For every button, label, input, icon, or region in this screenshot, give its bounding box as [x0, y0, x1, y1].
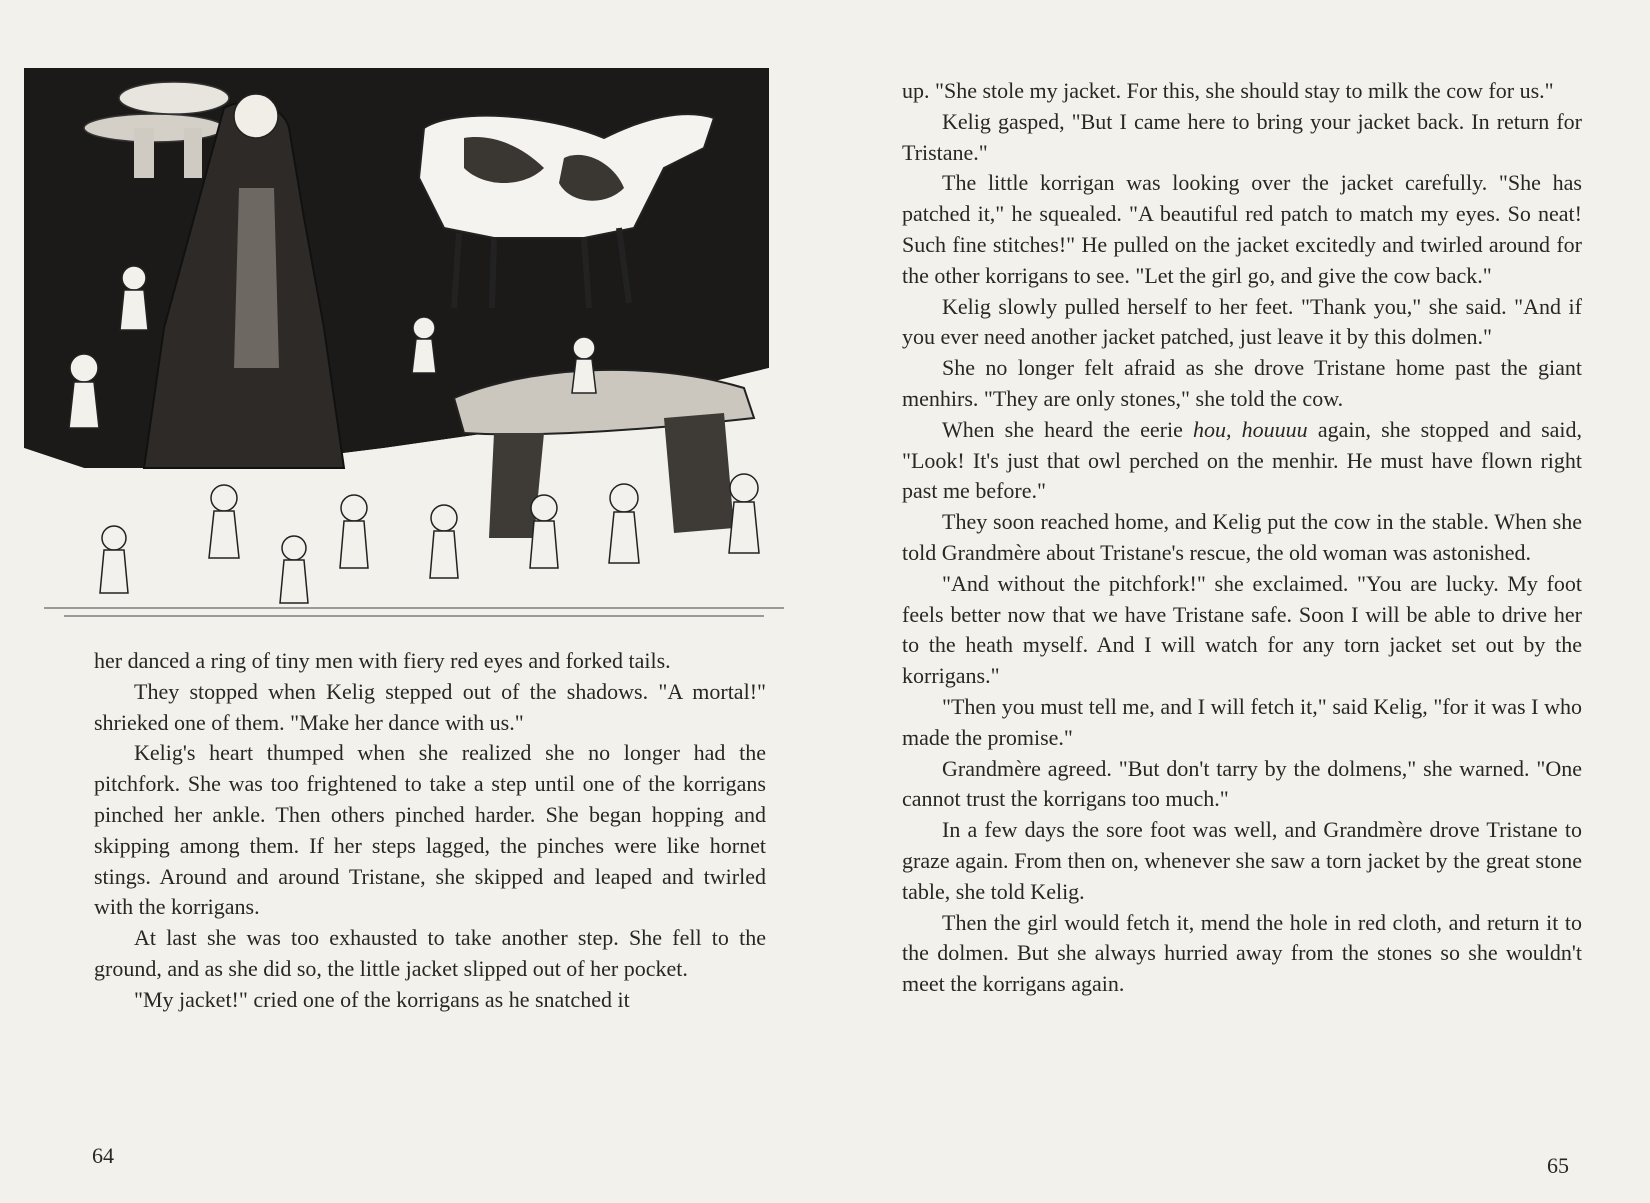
left-paragraph-2: They stopped when Kelig stepped out of the shadows. "A mortal!" shrieked one of them. "Make her dance with us." [94, 678, 766, 735]
left-paragraph-3: Kelig's heart thumped when she realized she no longer had the pitchfork. She was too frightened to take a step until one of the korrigans pinched her ankle. Then others pinched harder. She began hopping and skipping among them. If her steps lagged, the pinches were like hornet stings. Around and around Tristane, she skipped and leaped and twirled with the korrigans. [94, 740, 766, 920]
right-paragraph-3: The little korrigan was looking over the jacket carefully. "She has patched it," he squealed. "A beautiful red patch to match my eyes. So neat! Such fine stitches!" He pulled on the jacket excitedly and twirled around for the other korrigans to see. "Let the girl go, and give the cow back." [902, 170, 1582, 288]
left-paragraph-5: "My jacket!" cried one of the korrigans as he snatched it [134, 986, 630, 1012]
right-paragraph-6: When she heard the eerie hou, houuuu again, she stopped and said, "Look! It's just that owl perched on the menhir. He must have flown right past me before." [902, 416, 1583, 504]
right-paragraph-11: In a few days the sore foot was well, and Grandmère drove Tristane to graze again. From then on, whenever she saw a torn jacket by the great stone table, she told Kelig. [902, 817, 1582, 904]
korrigans-illustration [24, 68, 824, 628]
page-number-right: 65 [1547, 1153, 1569, 1178]
right-paragraph-8: "And without the pitchfork!" she exclaimed. "You are lucky. My foot feels better now that we have Tristane safe. Soon I will be able to drive her to the heath myself. And I will watch for any torn jacket set out by the korrigans." [902, 570, 1582, 689]
right-paragraph-2: Kelig gasped, "But I came here to bring your jacket back. In return for Tristane." [902, 108, 1582, 165]
right-paragraph-10: Grandmère agreed. "But don't tarry by the dolmens," she warned. "One cannot trust the korrigans too much." [902, 755, 1582, 812]
right-paragraph-12: Then the girl would fetch it, mend the hole in red cloth, and return it to the dolmen. But she always hurried away from the stones so she wouldn't meet the korrigans again. [902, 909, 1582, 997]
right-page [825, 0, 1650, 1203]
right-page-text [902, 76, 1582, 1000]
left-paragraph-1: her danced a ring of tiny men with fiery red eyes and forked tails. [94, 648, 671, 673]
left-page-text [94, 646, 766, 1016]
left-paragraph-4: At last she was too exhausted to take another step. She fell to the ground, and as she did so, the little jacket slipped out of her pocket. [94, 925, 766, 981]
right-paragraph-7: They soon reached home, and Kelig put the cow in the stable. When she told Grandmère about Tristane's rescue, the old woman was astonished. [902, 509, 1582, 565]
right-paragraph-1: up. "She stole my jacket. For this, she should stay to milk the cow for us." [902, 78, 1554, 103]
right-paragraph-4: Kelig slowly pulled herself to her feet. "Thank you," she said. "And if you ever need another jacket patched, just leave it by this dolmen." [902, 293, 1582, 350]
right-paragraph-5: She no longer felt afraid as she drove Tristane home past the giant menhirs. "They are only stones," she told the cow. [902, 355, 1582, 411]
illustration-drawing [24, 68, 824, 628]
right-paragraph-9: "Then you must tell me, and I will fetch it," said Kelig, "for it was I who made the promise." [902, 693, 1582, 750]
page-number-left: 64 [92, 1143, 114, 1168]
